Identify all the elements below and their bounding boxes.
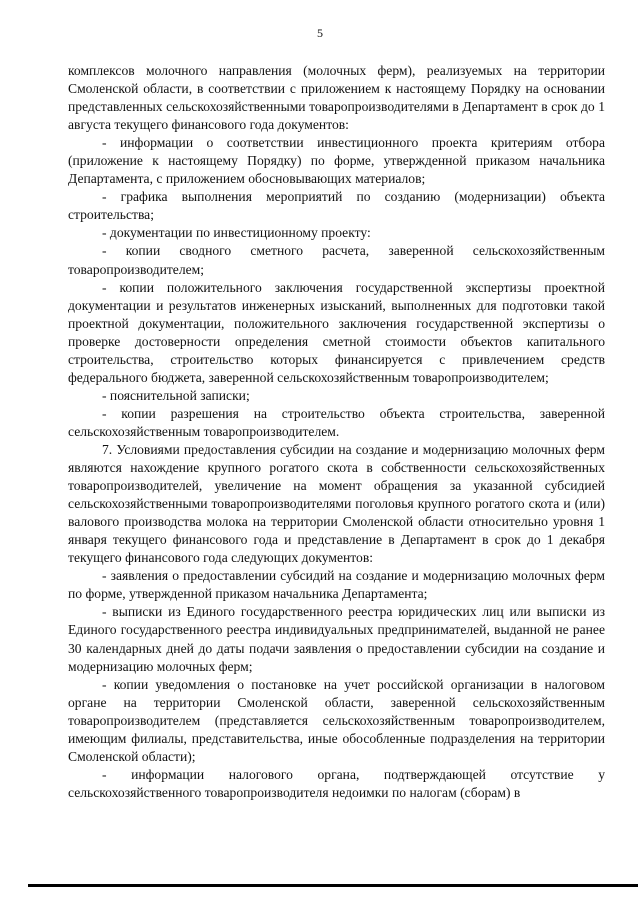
list-item: - информации о соответствии инвестиционного проекта критериям отбора (приложение к настоящему Порядку) по форме, утвержденной приказом начальника Департамента, с приложением обосновывающих материалов; xyxy=(68,135,605,187)
list-item: - пояснительной записки; xyxy=(102,387,250,403)
list-item: - копии разрешения на строительство объекта строительства, заверенной сельскохозяйственным товаропроизводителем. xyxy=(68,405,605,439)
page-number: 5 xyxy=(317,26,323,40)
list-item: - информации налогового органа, подтверждающей отсутствие у сельскохозяйственного товаропроизводителя недоимки по налогам (сборам) в xyxy=(68,766,605,800)
clause-7: 7. Условиями предоставления субсидии на создание и модернизацию молочных ферм являются нахождение крупного рогатого скота в собственности сельскохозяйственных товаропроизводителей, увеличение на момент обращения за указанной субсидией сельскохозяйственными товаропроизводителями поголовья крупного рогатого скота и (или) валового производства молока на территории Смоленской области относительно уровня 1 января текущего финансового года и представление в Департамент в срок до 1 декабря текущего финансового года следующих документов: xyxy=(68,441,605,566)
list-item: - копии уведомления о постановке на учет российской организации в налоговом органе на территории Смоленской области, заверенной сельскохозяйственным товаропроизводителем (представляется сельскохозяйственным товаропроизводителем, имеющим филиалы, представительства, иные обособленные подразделения на территории Смоленской области); xyxy=(68,676,605,764)
paragraph-continuation: комплексов молочного направления (молочных ферм), реализуемых на территории Смоленской области, в соответствии с приложением к настоящему Порядку на основании представленных сельскохозяйственными товаропроизводителями в Департамент в срок до 1 августа текущего финансового года документов: xyxy=(68,63,605,133)
list-item: - копии сводного сметного расчета, заверенной сельскохозяйственным товаропроизводителем; xyxy=(68,243,605,277)
list-item: - копии положительного заключения государственной экспертизы проектной документации и результатов инженерных изысканий, выполненных для подготовки такой проектной документации, положительного заключения государственной экспертизы о проверке достоверности определения сметной стоимости объектов капитального строительства, строительство которых финансируется с привлечением средств федерального бюджета, заверенной сельскохозяйственным товаропроизводителем; xyxy=(68,279,605,385)
list-item: - выписки из Единого государственного реестра юридических лиц или выписки из Единого государственного реестра индивидуальных предпринимателей, выданной не ранее 30 календарных дней до даты подачи заявления о предоставлении субсидии на создание и модернизацию молочных ферм; xyxy=(68,604,605,674)
document-body xyxy=(68,62,605,802)
list-item: - документации по инвестиционному проекту: xyxy=(102,225,371,241)
list-item: - заявления о предоставлении субсидий на создание и модернизацию молочных ферм по форме, утвержденной приказом начальника Департамента; xyxy=(68,568,605,602)
list-item: - графика выполнения мероприятий по созданию (модернизации) объекта строительства; xyxy=(68,189,605,223)
bottom-rule xyxy=(28,884,638,887)
